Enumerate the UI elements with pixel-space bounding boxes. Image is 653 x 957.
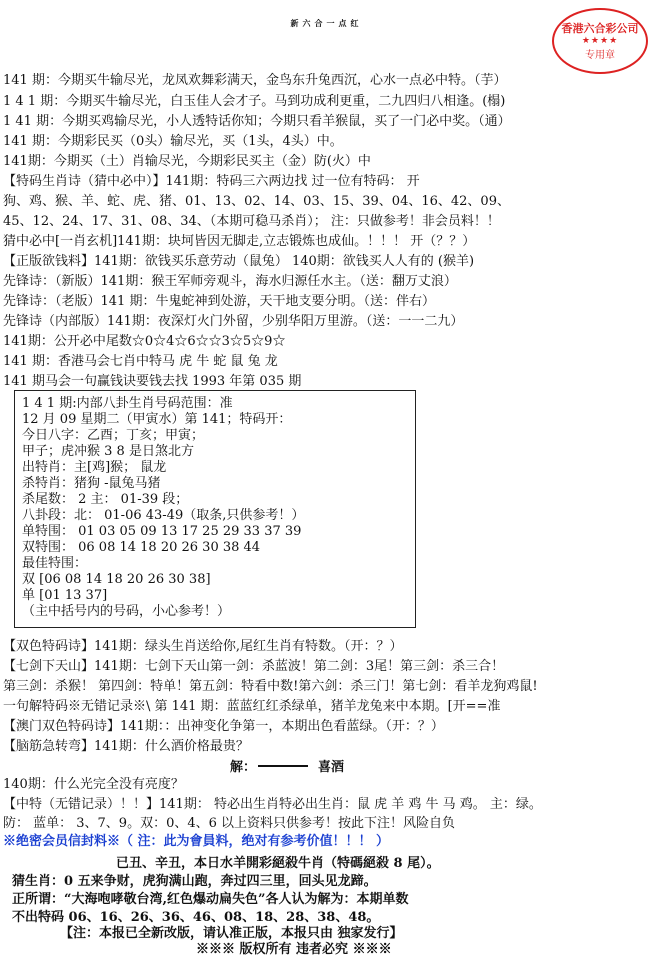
vip-note: ※绝密会员信封料※（ 注：此为會員料，绝对有参考价值！！！ ） xyxy=(3,834,390,849)
text-line: 猜中必中[一肖玄机]141期：块坷皆因无脚走,立志锻炼也成仙。！！！ 开（？？） xyxy=(3,234,476,249)
box-line: 甲子；虎冲猴 3 8 是日煞北方 xyxy=(22,444,194,459)
box-line: 双特围： 06 08 14 18 20 26 30 38 44 xyxy=(22,540,261,555)
text-line: 狗、鸡、猴、羊、蛇、虎、猪、01、13、02、14、03、15、39、04、16、42、09、 xyxy=(3,194,510,209)
answer-rule xyxy=(258,765,308,767)
text-line: 防： 蓝单： 3、7、9。双：0、4、6 以上资料只供参考！按此下注！风险自负 xyxy=(3,816,456,831)
text-line: 141 期：今期彩民买（0头）输尽光，买（1头，4头）中。 xyxy=(3,134,343,149)
text-line: 141 期：今期买牛输尽光，龙凤欢舞彩满天，金鸟东升兔西沉，心水一点必中特。（芋） xyxy=(3,73,507,88)
box-line: 1 4 1 期:内部八卦生肖号码范围：准 xyxy=(22,396,233,411)
box-line: 杀尾数： 2 主： 01-39 段； xyxy=(22,492,189,507)
box-line: 单 [01 13 37] xyxy=(22,588,108,603)
text-line: 1 41 期：今期买鸡输尽光，小人透特话你知；今期只看羊猴鼠，买了一门必中奖。（通） xyxy=(3,114,511,129)
stamp-stars: ★★★★ xyxy=(581,36,619,46)
text-line: 45、12、24、17、31、08、34、（本期可稳马杀肖）； 注：只做参考！非会员料！！ xyxy=(3,214,500,229)
box-line: 最佳特围： xyxy=(22,556,88,571)
text-line: 第三剑：杀猴！ 第四剑：特单！第五剑：特看中数!第六剑：杀三门！第七剑：看羊龙狗鸡鼠! xyxy=(3,679,538,694)
text-line: 141 期马会一句赢钱诀要钱去找 1993 年第 035 期 xyxy=(3,374,302,389)
footer-line: 已丑、辛丑，本日水羊開彩絕殺牛肖（特碼絕殺 8 尾）。 xyxy=(116,856,440,871)
box-line: 单特围： 01 03 05 09 13 17 25 29 33 37 39 xyxy=(22,524,302,539)
box-line: 今日八字：乙酉；丁亥；甲寅； xyxy=(22,428,205,443)
text-line: 1 4 1 期：今期买牛输尽光，白玉佳人会才子。马到功成利更重，二九四归八相逢。(榻) xyxy=(3,94,506,109)
box-line: （主中括号内的号码，小心参考！） xyxy=(22,604,231,619)
box-line: 杀特肖：猪狗 -鼠兔马猪 xyxy=(22,476,161,491)
text-line: 141期：公开必中尾数☆0☆4☆6☆☆3☆5☆9☆ xyxy=(3,334,286,349)
text-line: 140期：什么光完全没有亮度？ xyxy=(3,777,184,792)
text-line: 141 期：香港马会七肖中特马 虎 牛 蛇 鼠 兔 龙 xyxy=(3,354,278,369)
text-line: 一句解特码※无错记录※\ 第 141 期：蓝蓝红红杀绿单，猪羊龙兔来中本期。[开==准 xyxy=(3,699,501,714)
stamp-name: 香港六合彩公司 xyxy=(561,22,639,35)
text-line: 【七剑下天山】141期：七剑下天山第一剑：杀蓝波！第二剑：3尾！第三剑：杀三合！ xyxy=(3,659,505,674)
box-line: 12 月 09 星期二（甲寅水）第 141；特码开： xyxy=(22,412,292,427)
box-line: 八卦段：北： 01-06 43-49（取条,只供参考！） xyxy=(22,508,305,523)
copyright-line: ※※※ 版权所有 违者必究 ※※※ xyxy=(196,942,392,957)
footer-line: 【注：本报已全新改版，请认准正版，本报只由 独家发行】 xyxy=(60,926,403,941)
text-line: 先锋诗（内部版）141期：夜深灯火门外留，少别华阳万里游。（送：一一二九） xyxy=(3,314,464,329)
text-line: 141期：今期买（土）肖输尽光，今期彩民买主（金）防(火）中 xyxy=(3,154,371,169)
text-line: 【双色特码诗】141期：绿头生肖送给你,尾红生肖有特数。（开：？） xyxy=(3,639,403,654)
text-line: 【正版欲钱料】141期：欲钱买乐意劳动（鼠兔） 140期：欲钱买人人有的 (猴羊) xyxy=(3,254,475,269)
footer-line: 正所谓：“大海咆哮敬台湾,红色爆动扁失色”各人认为解为：本期单数 xyxy=(12,892,409,907)
text-line: 【中特（无错记录）！！】141期： 特必出生肖特必出生肖：鼠 虎 羊 鸡 牛 马 鸡。 主：绿。 xyxy=(3,797,542,812)
text-line: 【脑筋急转弯】141期：什么酒价格最贵？ xyxy=(3,739,249,754)
box-line: 双 [06 08 14 18 20 26 30 38] xyxy=(22,572,211,587)
footer-line: 不出特码 06、16、26、36、46、08、18、28、38、48。 xyxy=(12,910,380,925)
box-line: 出特肖：主[鸡]猴； 鼠龙 xyxy=(22,460,167,475)
text-line: 先锋诗：（新版）141期：猴王军师旁观斗，海水归源任水主。（送：翻万丈浪） xyxy=(3,274,457,289)
answer-value: 喜酒 xyxy=(318,760,345,775)
text-line: 先锋诗：（老版）141 期：牛鬼蛇神到处游，天干地支要分明。（送：伴右） xyxy=(3,294,435,309)
text-line: 【特码生肖诗（猜中必中）】141期：特码三六两边找 过一位有特码： 开 xyxy=(3,174,420,189)
answer-label: 解： xyxy=(230,760,257,775)
text-line: 【澳门双色特码诗】141期：：出神变化争第一，本期出色看蓝绿。（开：？） xyxy=(3,719,444,734)
page-title: 新六合一点红 xyxy=(290,18,363,28)
stamp-label: 专用章 xyxy=(585,50,615,61)
company-stamp xyxy=(552,8,648,74)
footer-line: 猜生肖：0 五来争财，虎狗满山跑，奔过四三里，回头见龙蹄。 xyxy=(12,874,377,889)
